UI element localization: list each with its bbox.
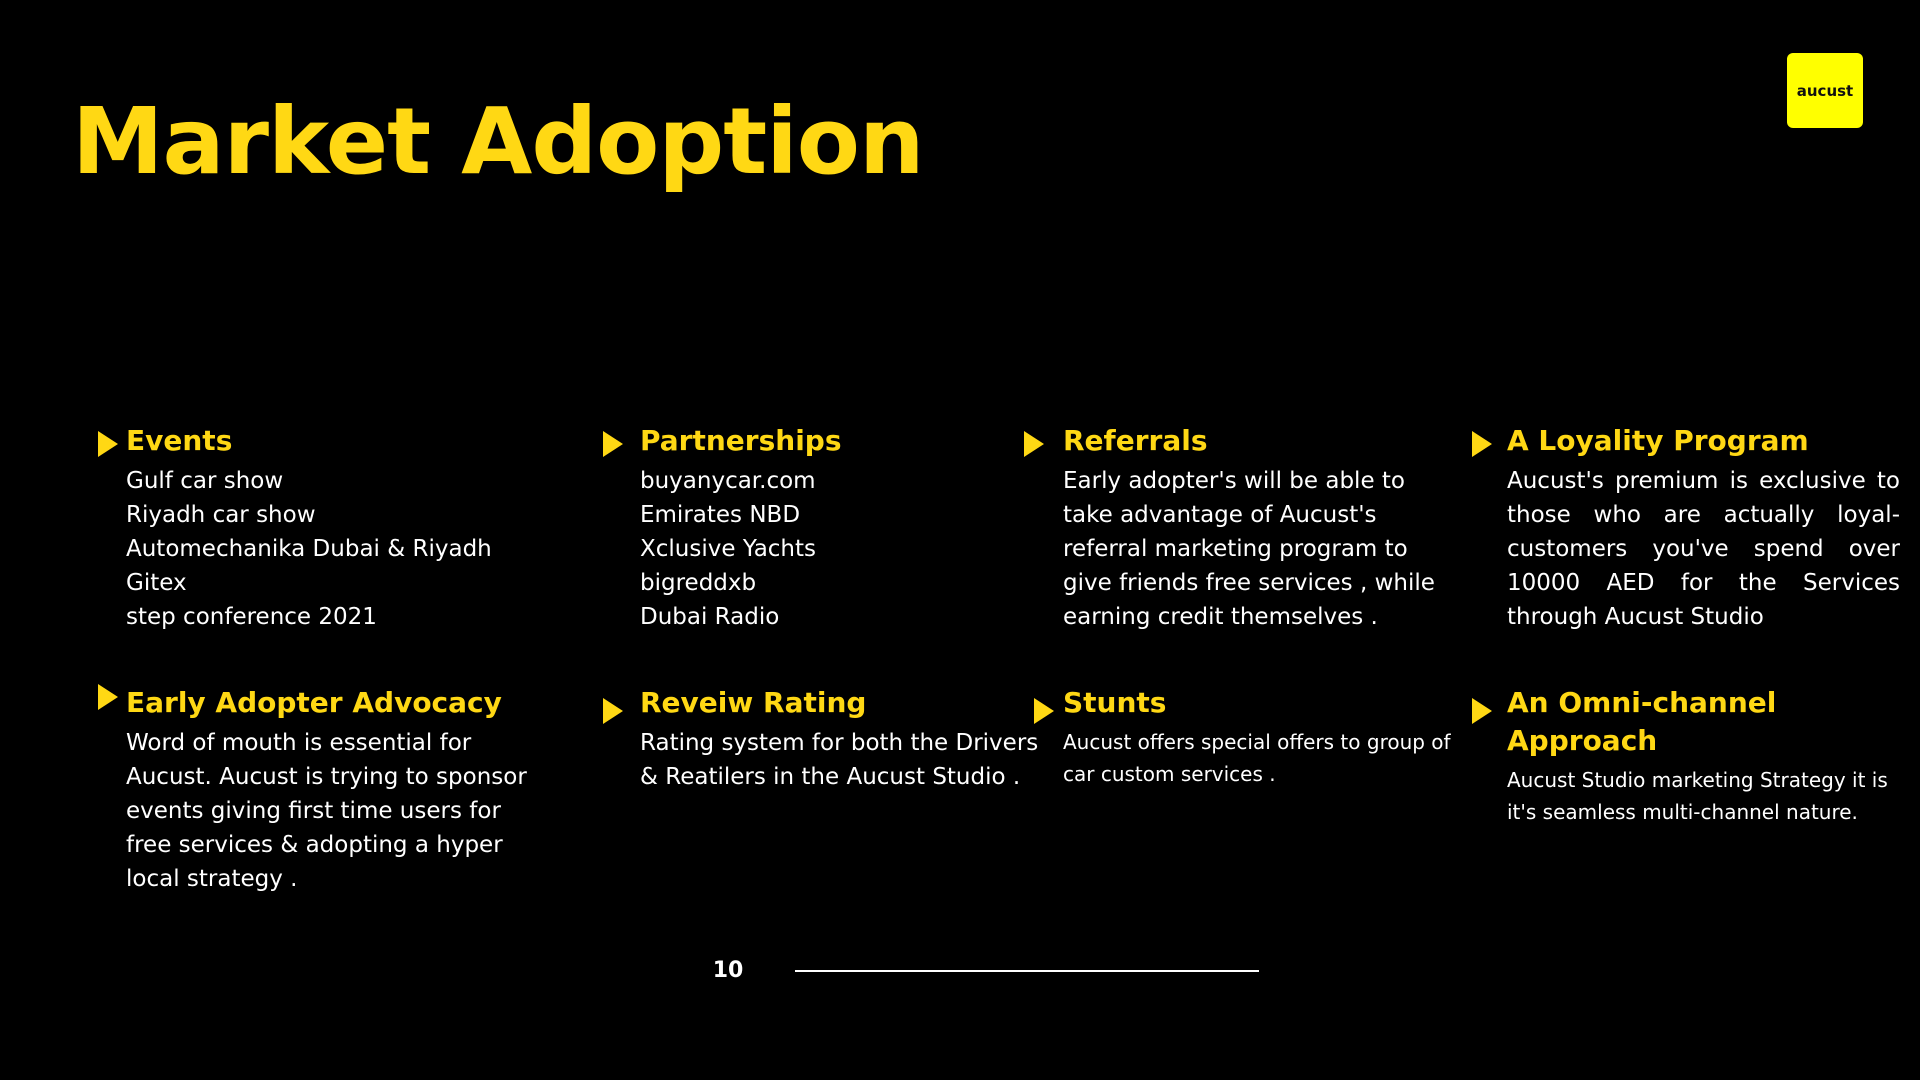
play-marker-icon (1472, 698, 1492, 724)
list-item: Gulf car show (126, 468, 284, 494)
item-text-advocacy: Word of mouth is essential for Aucust. Aucust is trying to sponsor events giving first time users for free services & adopting a hyper local strategy . (126, 730, 527, 892)
item-heading-events: Events (126, 424, 233, 457)
item-heading-loyalty: A Loyality Program (1507, 424, 1809, 457)
item-text-referrals: Early adopter's will be able to take advantage of Aucust's referral marketing program to give friends free services , while earning credit themselves . (1063, 468, 1435, 630)
play-marker-icon (1024, 431, 1044, 457)
events-list (126, 464, 526, 634)
footer-divider (795, 970, 1259, 972)
list-item: bigreddxb (640, 570, 757, 596)
item-advocacy (126, 684, 546, 896)
list-item: buyanycar.com (640, 468, 816, 494)
item-stunts (1063, 684, 1463, 790)
item-rating (640, 684, 1048, 794)
item-events (126, 422, 526, 634)
item-referrals (1063, 422, 1458, 634)
play-marker-icon (603, 698, 623, 724)
item-partnerships (640, 422, 1020, 634)
partnerships-list (640, 464, 1020, 634)
item-heading-rating: Reveiw Rating (640, 686, 867, 719)
list-item: Automechanika Dubai & Riyadh (126, 536, 492, 562)
play-marker-icon (1472, 431, 1492, 457)
item-omnichannel (1507, 684, 1900, 828)
brand-logo: aucust (1787, 53, 1863, 128)
item-heading-advocacy: Early Adopter Advocacy (126, 686, 502, 719)
play-marker-icon (603, 431, 623, 457)
item-heading-omnichannel: An Omni-channel Approach (1507, 686, 1777, 757)
item-loyalty (1507, 422, 1900, 634)
slide-title: Market Adoption (72, 88, 924, 195)
play-marker-icon (98, 431, 118, 457)
item-heading-stunts: Stunts (1063, 686, 1167, 719)
item-text-stunts: Aucust offers special offers to group of car custom services . (1063, 730, 1451, 786)
list-item: Dubai Radio (640, 604, 780, 630)
item-text-loyalty: Aucust's premium is exclusive to those who are actually loyal-customers you've spend over 10000 AED for the Services through Aucust Studio (1507, 468, 1900, 630)
item-text-rating: Rating system for both the Drivers & Reatilers in the Aucust Studio . (640, 730, 1039, 790)
page-number: 10 (712, 958, 744, 983)
list-item: Riyadh car show (126, 502, 316, 528)
item-heading-partnerships: Partnerships (640, 424, 842, 457)
list-item: Emirates NBD (640, 502, 801, 528)
list-item: Gitex (126, 570, 187, 596)
play-marker-icon (1034, 698, 1054, 724)
play-marker-icon (98, 684, 118, 710)
list-item: Xclusive Yachts (640, 536, 817, 562)
list-item: step conference 2021 (126, 604, 377, 630)
item-heading-referrals: Referrals (1063, 424, 1208, 457)
item-text-omnichannel: Aucust Studio marketing Strategy it is it's seamless multi-channel nature. (1507, 768, 1888, 824)
